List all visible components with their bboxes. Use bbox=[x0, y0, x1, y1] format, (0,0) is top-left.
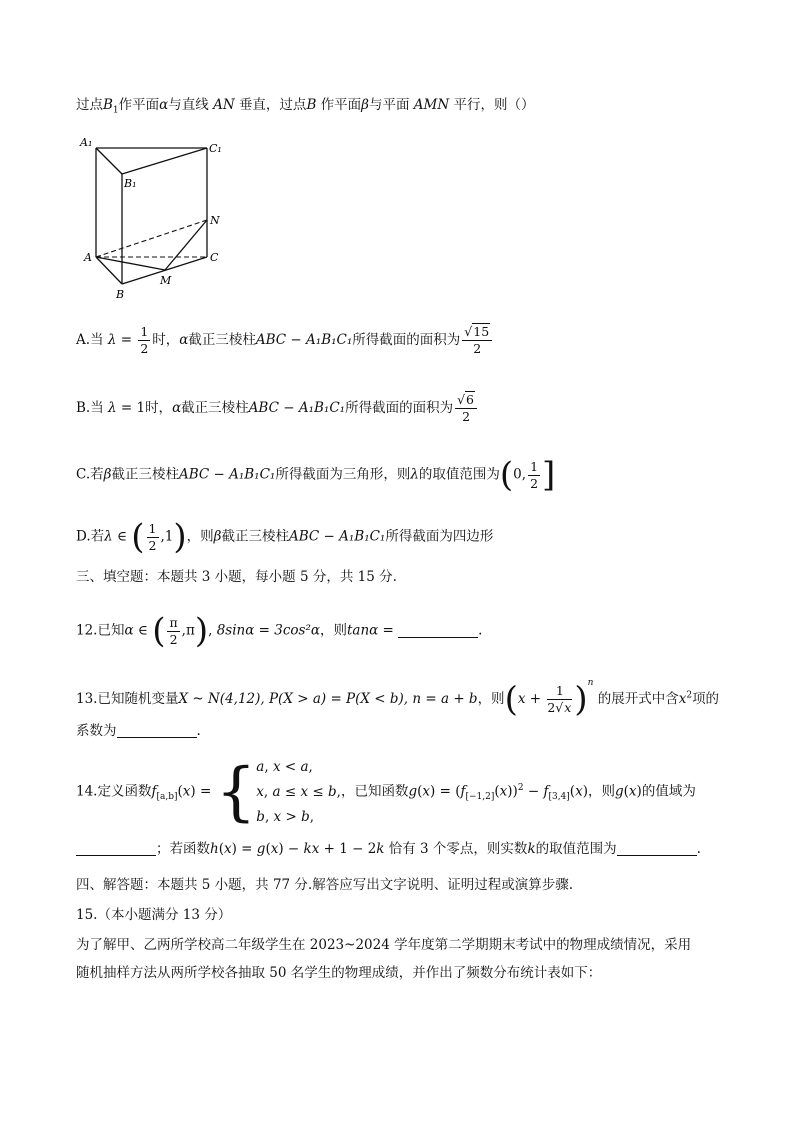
question-text: 的展开式中含 bbox=[597, 691, 679, 707]
label-c1: C₁ bbox=[209, 142, 222, 155]
question-text: ，则 bbox=[587, 783, 615, 800]
question-text: ，则 bbox=[319, 622, 347, 639]
answer-blank[interactable] bbox=[398, 623, 478, 638]
option-label: D.若 bbox=[76, 528, 105, 545]
fraction-half: $\frac{1}{2}$ bbox=[140, 324, 149, 356]
prism-name: ABC − A₁B₁C₁ bbox=[248, 400, 346, 416]
label-b: B bbox=[116, 288, 125, 301]
question-text: 13.已知随机变量 bbox=[76, 691, 179, 707]
piecewise-cases: a, x < a, x, a ≤ x ≤ b, b, x > b, bbox=[256, 758, 341, 825]
label-b1: B₁ bbox=[124, 177, 137, 190]
plane-amn: AMN bbox=[413, 97, 450, 113]
answer-blank[interactable] bbox=[117, 723, 197, 738]
stem-text: 作平面 bbox=[320, 97, 362, 113]
question-text: . bbox=[696, 841, 701, 857]
section-3-heading: 三、填空题：本题共 3 小题，每小题 5 分，共 15 分. bbox=[76, 569, 397, 585]
section-4-heading: 四、解答题：本题共 5 小题，共 77 分.解答应写出文字说明、证明过程或演算步骤. bbox=[76, 877, 574, 893]
option-text: 截正三棱柱 bbox=[111, 466, 179, 483]
question-13: 13.已知随机变量X ~ N(4,12), P(X > a) = P(X < b), n = a + b，则(x + $\frac{1}{2√x}$ )$^n$ 的展开式中含$x^2$项的 bbox=[76, 678, 720, 720]
prism-name: ABC − A₁B₁C₁ bbox=[288, 528, 386, 545]
fraction-sqrt15-over-2: $\frac{√15}{2}$ bbox=[462, 324, 492, 357]
lambda-symbol: λ bbox=[107, 332, 117, 348]
option-d: D.若λ ∈ ( $\frac{1}{2}$ ,1)，则β截正三棱柱ABC − A₁B₁C₁所得截面为四边形 bbox=[76, 517, 494, 557]
option-c: C.若β截正三棱柱ABC − A₁B₁C₁所得截面为三角形，则λ的取值范围为(0, $\frac{1}{2}$ ] bbox=[76, 455, 556, 495]
question-15-line1: 为了解甲、乙两所学校高二年级学生在 2023~2024 学年度第二学期期末考试中的物理成绩情况，采用 bbox=[76, 937, 692, 953]
question-15-line2: 随机抽样方法从两所学校各抽取 50 名学生的物理成绩，并作出了频数分布统计表如下： bbox=[76, 965, 602, 981]
option-text: 截正三棱柱 bbox=[181, 400, 249, 416]
question-text: ，则 bbox=[477, 691, 505, 707]
option-label: C.若 bbox=[76, 466, 104, 483]
question-14-line2: ；若函数h(x) = g(x) − kx + 1 − 2k 恰有 3 个零点，则实数k的取值范围为 . bbox=[76, 840, 701, 858]
question-text: 12.已知 bbox=[76, 622, 125, 639]
question-14: 14.定义函数$f_{[a,b]}(x) = \{a$, x < a, x, a ≤ x ≤ b, b, x > b,，已知函数$g(x) = (f_{[-1,2]}(x))^2 - f_{[3,4]}(x)$，则g(x)的值域为 bbox=[76, 755, 696, 829]
question-12: 12.已知α ∈ ( $\frac{\pi}{2}$ ,π), 8sinα = 3cos²α，则tanα = . bbox=[76, 611, 483, 651]
label-a: A bbox=[84, 251, 92, 264]
question-13-line2 bbox=[76, 722, 201, 740]
option-text: 截正三棱柱 bbox=[221, 528, 289, 545]
question-text: 的值域为 bbox=[641, 783, 696, 800]
question-text: 恰有 3 个零点，则实数 bbox=[388, 841, 528, 857]
stem-text: 与直线 bbox=[168, 97, 209, 113]
option-text: 所得截面的面积为 bbox=[345, 400, 454, 416]
option-text: 的取值范围为 bbox=[418, 466, 500, 483]
stem-text: 平行，则（） bbox=[453, 97, 535, 113]
point-b1: B bbox=[103, 97, 113, 113]
label-n: N bbox=[210, 214, 220, 227]
label-a1: A₁ bbox=[80, 136, 93, 149]
fraction-sqrt6-over-2: $\frac{√6}{2}$ bbox=[455, 392, 477, 425]
line-an: AN bbox=[213, 97, 235, 113]
prism-name: ABC − A₁B₁C₁ bbox=[178, 466, 276, 483]
prism-figure bbox=[76, 132, 226, 304]
stem-text: 过点 bbox=[76, 97, 103, 113]
question-text: ，已知函数 bbox=[340, 783, 409, 800]
alpha-symbol: α bbox=[159, 97, 169, 113]
option-text: 所得截面为三角形，则 bbox=[275, 466, 411, 483]
stem-text: 与平面 bbox=[368, 97, 410, 113]
equation: X ~ N(4,12), P(X > a) = P(X < b), n = a + b bbox=[178, 691, 478, 707]
prism-name: ABC − A₁B₁C₁ bbox=[255, 332, 353, 348]
label-m: M bbox=[160, 274, 172, 287]
option-label: A.当 bbox=[76, 332, 104, 348]
option-text: ，则 bbox=[186, 528, 214, 545]
option-b: B.当 λ = 1时，α截正三棱柱ABC − A₁B₁C₁所得截面的面积为 $\frac{√6}{2}$ bbox=[76, 392, 479, 425]
question-text: 系数为 bbox=[76, 723, 117, 739]
question-text: ；若函数 bbox=[156, 841, 210, 857]
question-text: 项的 bbox=[692, 691, 720, 707]
q11-stem: 过点$B_1$作平面α与直线 AN 垂直，过点B 作平面β与平面 AMN 平行，则（） bbox=[76, 97, 535, 116]
option-text: 时， bbox=[145, 400, 173, 416]
equation: 8sinα = 3cos²α bbox=[216, 622, 320, 639]
stem-text: 垂直，过点 bbox=[238, 97, 307, 113]
answer-blank[interactable] bbox=[76, 841, 156, 856]
tan-expression: tanα = bbox=[346, 622, 394, 639]
question-15-title: 15.（本小题满分 13 分） bbox=[76, 907, 232, 923]
option-label: B.当 bbox=[76, 400, 104, 416]
option-text: 时， bbox=[152, 332, 180, 348]
question-text: 14.定义函数 bbox=[76, 783, 152, 800]
label-c: C bbox=[210, 251, 219, 264]
option-text: 截正三棱柱 bbox=[188, 332, 256, 348]
question-text: . bbox=[196, 723, 201, 739]
option-a: A.当 λ = $\frac{1}{2}$ 时，α截正三棱柱ABC − A₁B₁C₁所得截面的面积为 $\frac{√15}{2}$ bbox=[76, 324, 494, 357]
option-text: 所得截面为四边形 bbox=[385, 528, 494, 545]
answer-blank[interactable] bbox=[617, 841, 697, 856]
question-text: 的取值范围为 bbox=[535, 841, 617, 857]
beta-symbol: β bbox=[361, 97, 369, 113]
option-text: 所得截面的面积为 bbox=[352, 332, 461, 348]
stem-text: 作平面 bbox=[118, 97, 160, 113]
point-b: B bbox=[306, 97, 317, 113]
question-text: . bbox=[478, 622, 483, 639]
